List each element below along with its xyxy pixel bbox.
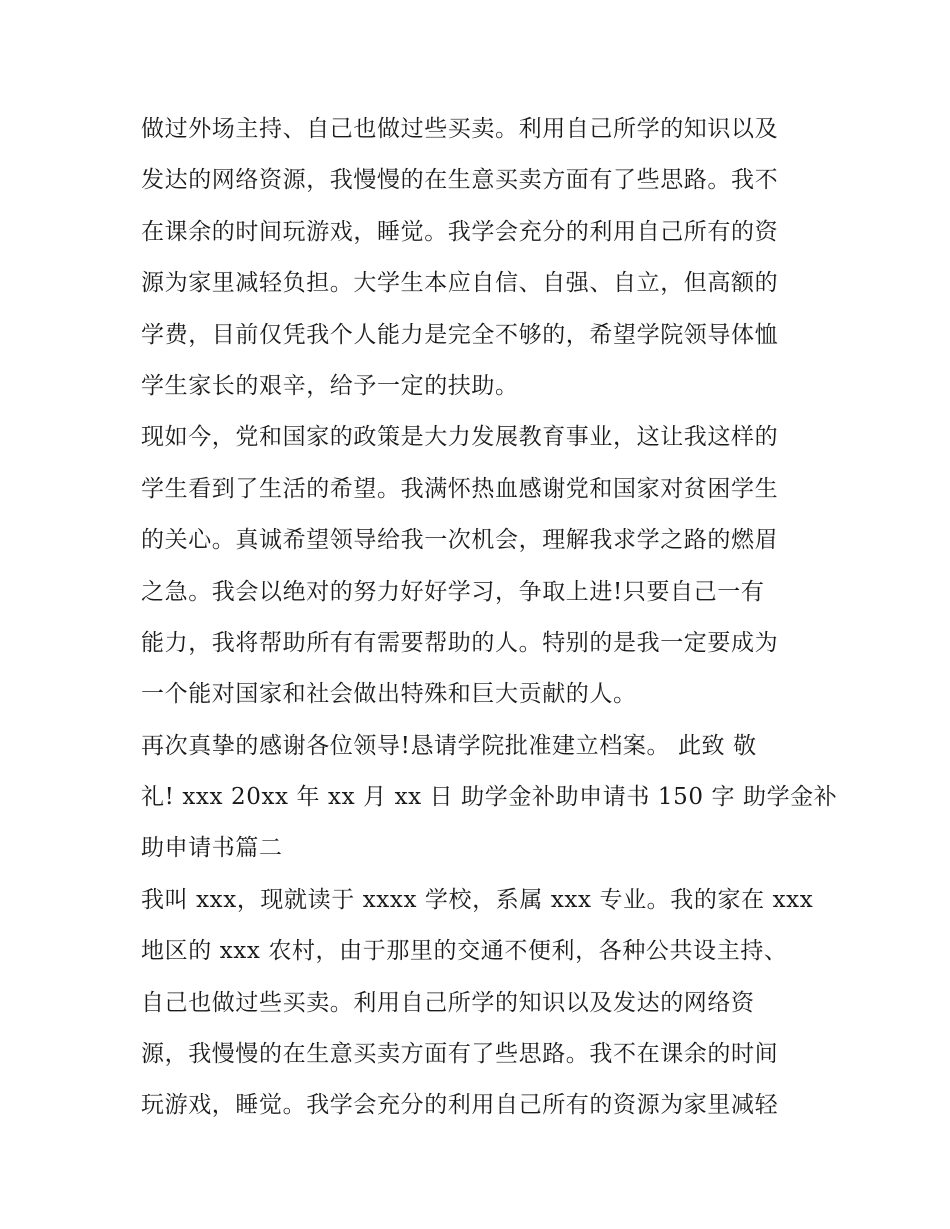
text-line: 学生家长的艰辛，给予一定的扶助。 [141,372,519,399]
text-line: 一个能对国家和社会做出特殊和巨大贡献的人。 [141,681,637,708]
document-body [141,104,838,1132]
text-line: 源为家里减轻负担。大学生本应自信、自强、自立，但高额的 [141,270,779,297]
text-line: 再次真挚的感谢各位领导!恳请学院批准建立档案。 此致 敬 [141,732,757,759]
text-line: 在课余的时间玩游戏，睡觉。我学会充分的利用自己所有的资 [141,218,779,245]
text-line: 地区的 xxx 农村，由于那里的交通不便利，各种公共设主持、 [141,938,788,965]
text-line: 我叫 xxx，现就读于 xxxx 学校，系属 xxx 专业。我的家在 xxx [141,886,814,913]
text-line: 礼! xxx 20xx 年 xx 月 xx 日 助学金补助申请书 150 字 助学金补 [141,784,838,811]
text-line: 学费，目前仅凭我个人能力是完全不够的，希望学院领导体恤 [141,321,779,348]
text-line: 发达的网络资源，我慢慢的在生意买卖方面有了些思路。我不 [141,167,779,194]
text-line: 玩游戏，睡觉。我学会充分的利用自己所有的资源为家里减轻 [141,1092,779,1119]
text-line: 自己也做过些买卖。利用自己所学的知识以及发达的网络资 [141,989,755,1016]
text-line: 做过外场主持、自己也做过些买卖。利用自己所学的知识以及 [141,116,779,142]
text-line: 学生看到了生活的希望。我满怀热血感谢党和国家对贫困学生 [141,475,779,502]
text-line: 能力，我将帮助所有有需要帮助的人。特别的是我一定要成为 [141,629,779,656]
text-line: 源，我慢慢的在生意买卖方面有了些思路。我不在课余的时间 [141,1041,779,1068]
text-line: 之急。我会以绝对的努力好好学习，争取上进!只要自己一有 [141,578,765,605]
text-line: 助申请书篇二 [141,835,283,862]
text-line: 现如今，党和国家的政策是大力发展教育事业，这让我这样的 [141,424,779,451]
text-line: 的关心。真诚希望领导给我一次机会，理解我求学之路的燃眉 [141,527,779,554]
